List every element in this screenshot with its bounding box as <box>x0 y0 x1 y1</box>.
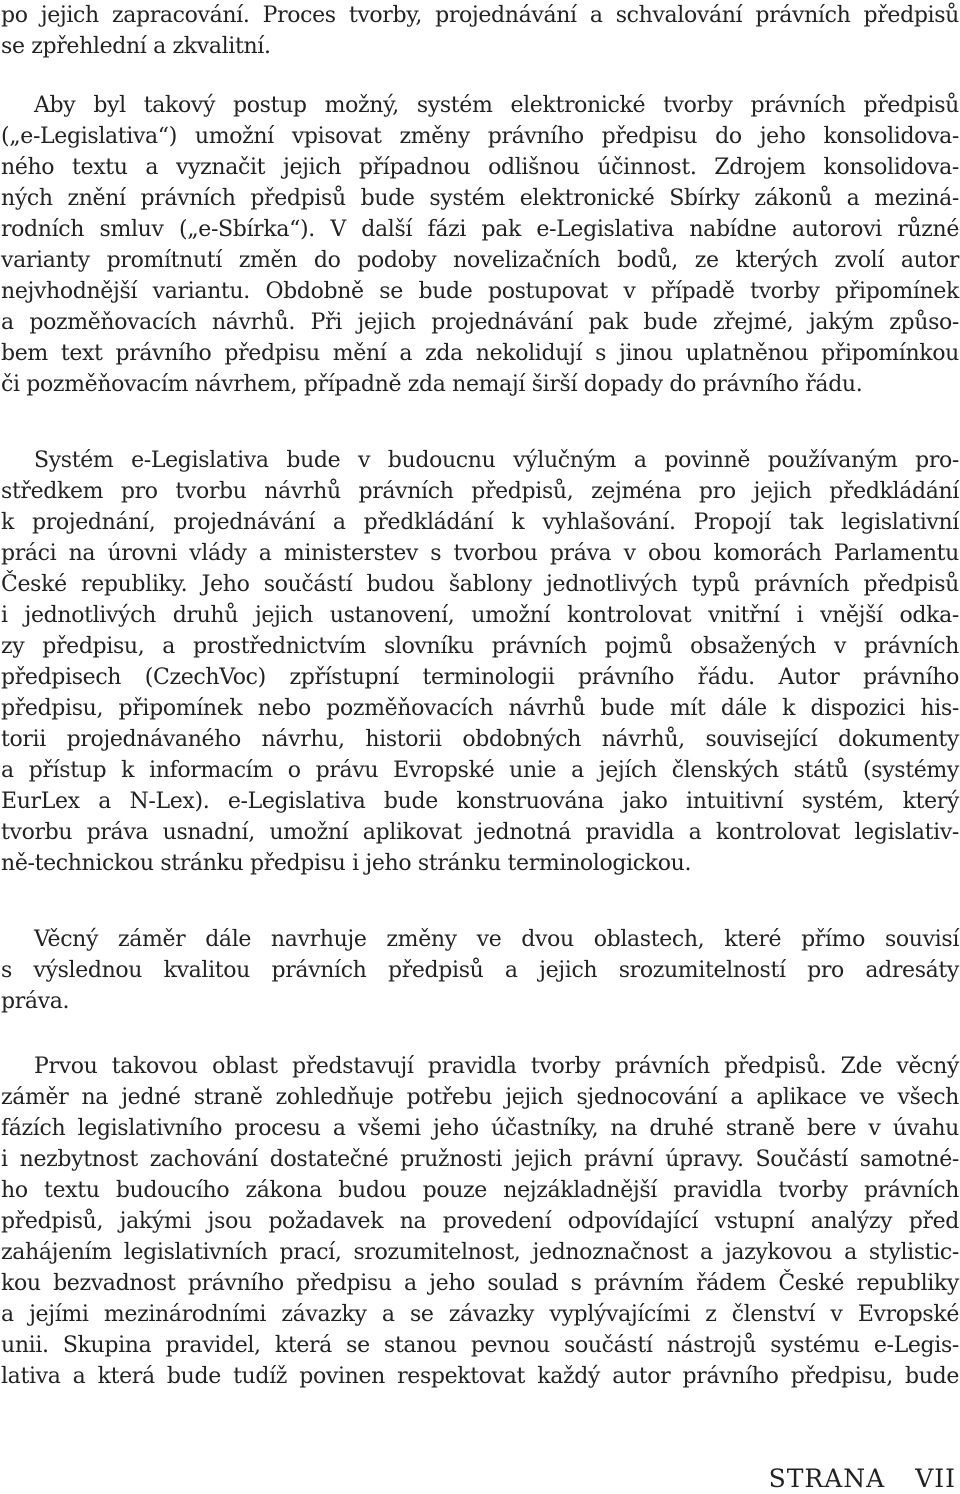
text-line: a jejími mezinárodními závazky a se závazky vyplývajícími z členství v Evropské <box>1 1302 959 1327</box>
text-line: Aby byl takový postup možný, systém elektronické tvorby právních předpisů <box>34 93 959 118</box>
text-line: zy předpisu, a prostřednictvím slovníku právních pojmů obsažených v právních <box>1 634 959 659</box>
text-line: práci na úrovni vlády a ministerstev s tvorbou práva v obou komorách Parlamentu <box>1 541 959 566</box>
text-line: předpisech (CzechVoc) zpřístupní terminologii právního řádu. Autor právního <box>1 665 959 690</box>
text-line: i nezbytnost zachování dostatečné pružnosti jejich právní úpravy. Součástí samotné- <box>1 1147 959 1172</box>
text-line: Prvou takovou oblast představují pravidla tvorby právních předpisů. Zde věcný <box>34 1054 959 1079</box>
page-footer <box>769 1463 956 1494</box>
text-line: České republiky. Jeho součástí budou šablony jednotlivých typů právních předpisů <box>1 572 959 597</box>
text-line: ho textu budoucího zákona budou pouze nejzákladnější pravidla tvorby právních <box>1 1178 959 1203</box>
text-line: s výslednou kvalitou právních předpisů a jejich srozumitelností pro adresáty <box>1 958 959 983</box>
text-line: Systém e-Legislativa bude v budoucnu výlučným a povinně používaným pro- <box>34 448 959 473</box>
text-line: ných znění právních předpisů bude systém elektronické Sbírky zákonů a meziná- <box>1 186 959 211</box>
footer-label: STRANA <box>768 1464 886 1493</box>
text-line: varianty promítnutí změn do podoby novelizačních bodů, ze kterých zvolí autor <box>1 248 959 273</box>
text-line: kou bezvadnost právního předpisu a jeho soulad s právním řádem České republiky <box>1 1271 959 1296</box>
text-line: záměr na jedné straně zohledňuje potřebu jejich sjednocování a aplikace ve všech <box>1 1085 959 1110</box>
text-line: rodních smluv („e-Sbírka“). V další fázi pak e-Legislativa nabídne autorovi různé <box>1 217 959 242</box>
text-line: k projednání, projednávání a předkládání k vyhlašování. Propojí tak legislativní <box>1 510 959 535</box>
text-line: středkem pro tvorbu návrhů právních předpisů, zejména pro jejich předkládání <box>1 479 959 504</box>
paragraph-3 <box>1 445 959 879</box>
text-line: práva. <box>1 989 70 1014</box>
text-line: a pozměňovacích návrhů. Při jejich projednávání pak bude zřejmé, jakým způso- <box>1 310 959 335</box>
text-line: i jednotlivých druhů jejich ustanovení, umožní kontrolovat vnitřní i vnější odka- <box>1 603 959 628</box>
text-line: se zpřehlední a zkvalitní. <box>1 34 271 59</box>
page-number: VII <box>915 1464 956 1493</box>
text-line: ně-technickou stránku předpisu i jeho stránku terminologickou. <box>1 851 692 876</box>
text-line: („e-Legislativa“) umožní vpisovat změny právního předpisu do jeho konsolidova- <box>1 124 959 149</box>
text-line: předpisu, připomínek nebo pozměňovacích návrhů bude mít dále k dispozici his- <box>1 696 959 721</box>
text-line: ného textu a vyznačit jejich případnou odlišnou účinnost. Zdrojem konsolidova- <box>1 155 959 180</box>
paragraph-5 <box>1 1051 959 1392</box>
text-line: torii projednávaného návrhu, historii obdobných návrhů, související dokumenty <box>1 727 959 752</box>
text-line: fázích legislativního procesu a všemi jeho účastníky, na druhé straně bere v úvahu <box>1 1116 959 1141</box>
paragraph-2 <box>1 90 959 400</box>
text-line: či pozměňovacím návrhem, případně zda nemají širší dopady do právního řádu. <box>1 372 863 397</box>
text-line: lativa a která bude tudíž povinen respektovat každý autor právního předpisu, bude <box>1 1364 959 1389</box>
text-line: po jejich zapracování. Proces tvorby, projednávání a schvalování právních předpisů <box>1 3 959 28</box>
text-line: Věcný záměr dále navrhuje změny ve dvou oblastech, které přímo souvisí <box>34 927 959 952</box>
text-line: zahájením legislativních prací, srozumitelnost, jednoznačnost a jazykovou a stylistic- <box>1 1240 959 1265</box>
paragraph-1 <box>1 0 959 62</box>
paragraph-4 <box>1 924 959 1017</box>
text-line: tvorbu práva usnadní, umožní aplikovat jednotná pravidla a kontrolovat legislativ- <box>1 820 959 845</box>
text-line: nejvhodnější variantu. Obdobně se bude postupovat v případě tvorby připomínek <box>1 279 959 304</box>
text-line: a přístup k informacím o právu Evropské unie a jejích členských států (systémy <box>1 758 959 783</box>
text-line: předpisů, jakými jsou požadavek na provedení odpovídající vstupní analýzy před <box>1 1209 959 1234</box>
text-line: EurLex a N-Lex). e-Legislativa bude konstruována jako intuitivní systém, který <box>1 789 959 814</box>
text-line: unii. Skupina pravidel, která se stanou pevnou součástí nástrojů systému e-Legis- <box>1 1333 959 1358</box>
text-line: bem text právního předpisu mění a zda nekolidují s jinou uplatněnou připomínkou <box>1 341 959 366</box>
